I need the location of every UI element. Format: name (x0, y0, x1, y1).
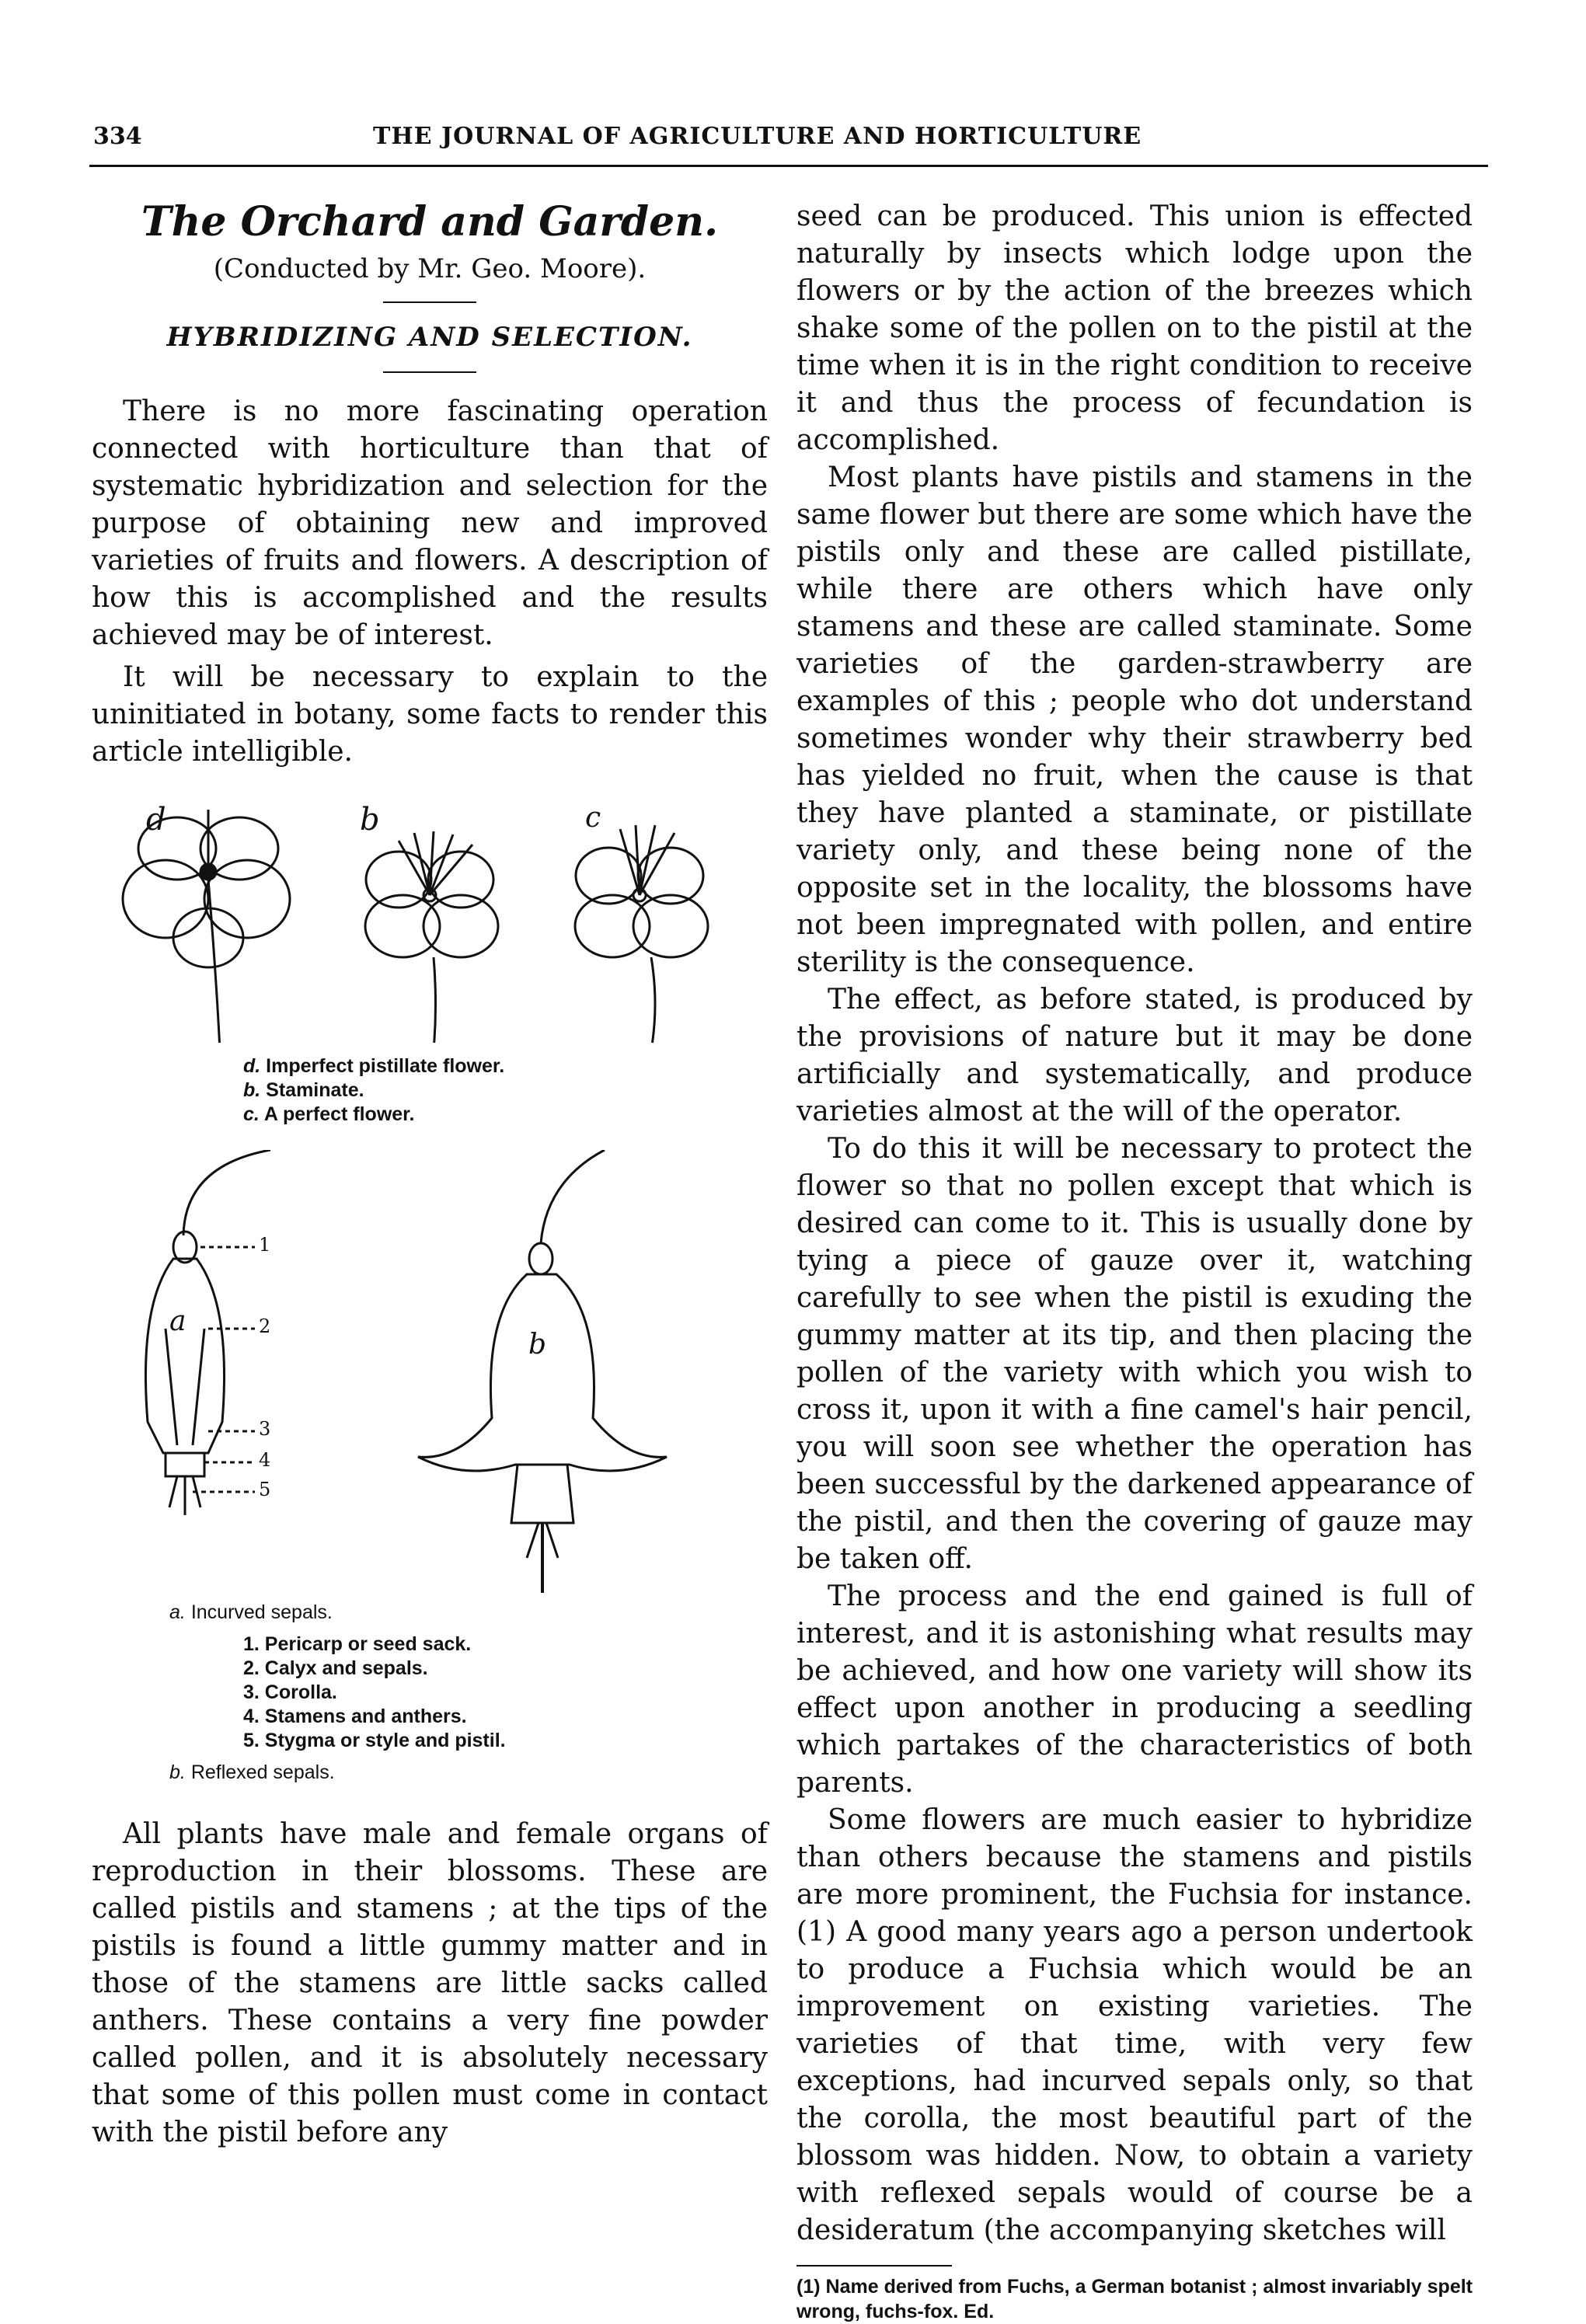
part-number-1: 1 (259, 1234, 271, 1256)
footnote: (1) Name derived from Fuchs, a German botanist ; almost invariably spelt wrong, fuchs-fox. Ed. (796, 2276, 1473, 2322)
caption-text: Reflexed sepals. (190, 1761, 335, 1783)
intro-paragraph-2: It will be necessary to explain to the uninitiated in botany, some facts to render this article intelligible. (92, 661, 768, 768)
flower-label-c: c (585, 802, 601, 834)
figure-flower-types (92, 802, 768, 1043)
part-item: 1. Pericarp or seed sack. (243, 1633, 472, 1655)
organs-paragraph: All plants have male and female organs of reproduction in their blossoms. These are called pistils and stamens ; at the tips of the pistils is found a little gummy matter and in those of the stamens are little sacks called anthers. These contains a very fine powder called pollen, and it is absolutely necessary that some of this pollen must come in contact with the pistil before any (92, 1818, 768, 2148)
figure-fuchsia (92, 1150, 768, 1597)
fuchsia-illustration (92, 1150, 768, 1597)
fuchsia-label-b: b (528, 1329, 547, 1361)
caption-key: a. (169, 1601, 186, 1623)
caption-item-c (243, 1103, 768, 1127)
body-paragraph: Some flowers are much easier to hybridize than others because the stamens and pistils are more prominent, the Fuchsia for instance. (1) A good many years ago a person undertook to produce a Fuchsia which would be an improvement on existing varieties. The varieties of that time, with very few exceptions, had incurved sepals only, so that the corolla, the most beautiful part of the blossom was hidden. Now, to obtain a variety with reflexed sepals would of course be a desideratum (the accompanying sketches will (796, 1804, 1473, 2246)
divider (383, 371, 476, 373)
caption-item-b (243, 1078, 768, 1103)
flower-d-drawing (123, 810, 290, 1043)
body-paragraph: Most plants have pistils and stamens in the same flower but there are some which have the pistils only and these are called pistillate, while there are others which have only stamens and these are called staminate. Some varieties of the garden-strawberry are examples of this ; people who dot understand sometimes wonder why their strawberry bed has yielded no fruit, when the cause is that they have planted a staminate, or pistillate variety only, and these being none of the opposite set in the locality, the blossoms have not been impregnated with pollen, and entire sterility is the consequence. (796, 462, 1473, 978)
section-title: The Orchard and Garden. (141, 198, 719, 246)
part-item: 4. Stamens and anthers. (243, 1706, 467, 1727)
page-number: 334 (93, 123, 142, 150)
body-paragraph: seed can be produced. This union is effected naturally by insects which lodge upon the flowers or by the action of the breezes which shake some of the pollen on to the pistil at the time when it is in the right condition to receive it and thus the process of fecundation is accomplished. (796, 200, 1473, 456)
part-item: 3. Corolla. (243, 1681, 337, 1703)
divider (383, 301, 476, 303)
caption-key: b. (169, 1761, 186, 1783)
caption-reflexed (169, 1761, 768, 1785)
caption-key: d. (243, 1055, 261, 1077)
body-paragraph: To do this it will be necessary to protect the flower so that no pollen except that which is desired can come to it. This is usually done by tying a piece of gauze over it, watching carefully to see when the pistil is exuding the gummy matter at its tip, and then placing the pollen of the variety with which you wish to cross it, upon it with a fine camel's hair pencil, you will soon see whether the operation has been successful by the darkened appearance of the pistil, and then the covering of gauze may be taken off. (796, 1133, 1473, 1575)
intro-paragraph: There is no more fascinating operation connected with horticulture than that of systematic hybridization and selection for the purpose of obtaining new and improved varieties of fruits and flowers. A description of how this is accomplished and the results achieved may be of interest. (92, 395, 768, 651)
figure2-caption (169, 1601, 768, 1785)
footnote-rule (796, 2265, 952, 2267)
fuchsia-label-a: a (169, 1305, 186, 1337)
caption-text: Staminate. (266, 1079, 364, 1101)
part-number-5: 5 (259, 1479, 271, 1500)
flower-b-drawing (365, 831, 498, 1043)
caption-text: Imperfect pistillate flower. (266, 1055, 505, 1077)
fuchsia-b-drawing (418, 1150, 667, 1593)
caption-item-d (243, 1054, 768, 1078)
caption-key: b. (243, 1079, 261, 1101)
part-number-3: 3 (259, 1418, 271, 1440)
flower-types-illustration (92, 802, 768, 1043)
byline: (Conducted by Mr. Geo. Moore). (213, 253, 647, 284)
body-paragraph: The effect, as before stated, is produced by the provisions of nature but it may be done artificially and systematically, and produce varieties almost at the will of the operator. (796, 984, 1473, 1127)
caption-incurved (169, 1601, 768, 1625)
caption-text: A perfect flower. (263, 1103, 415, 1125)
header-rule (89, 165, 1488, 167)
left-column (92, 198, 768, 2152)
part-item: 2. Calyx and sepals. (243, 1657, 428, 1679)
flower-label-d: d (146, 802, 166, 838)
right-column (796, 198, 1473, 2324)
caption-key: c. (243, 1103, 260, 1125)
parts-list (243, 1632, 768, 1753)
part-number-2: 2 (259, 1315, 271, 1337)
caption-text: Incurved sepals. (190, 1601, 333, 1623)
part-item: 5. Stygma or style and pistil. (243, 1730, 506, 1751)
figure1-caption (243, 1054, 768, 1127)
part-number-4: 4 (259, 1449, 271, 1471)
running-title: THE JOURNAL OF AGRICULTURE AND HORTICULTURE (373, 123, 1142, 150)
article-title: HYBRIDIZING AND SELECTION. (166, 322, 693, 353)
body-paragraph: The process and the end gained is full of interest, and it is astonishing what results may be achieved, and how one variety will show its effect upon another in producing a seedling which partakes of the characteristics of both parents. (796, 1580, 1473, 1799)
fuchsia-a-drawing (145, 1150, 270, 1515)
flower-label-b: b (360, 802, 380, 838)
flower-c-drawing (575, 825, 708, 1043)
